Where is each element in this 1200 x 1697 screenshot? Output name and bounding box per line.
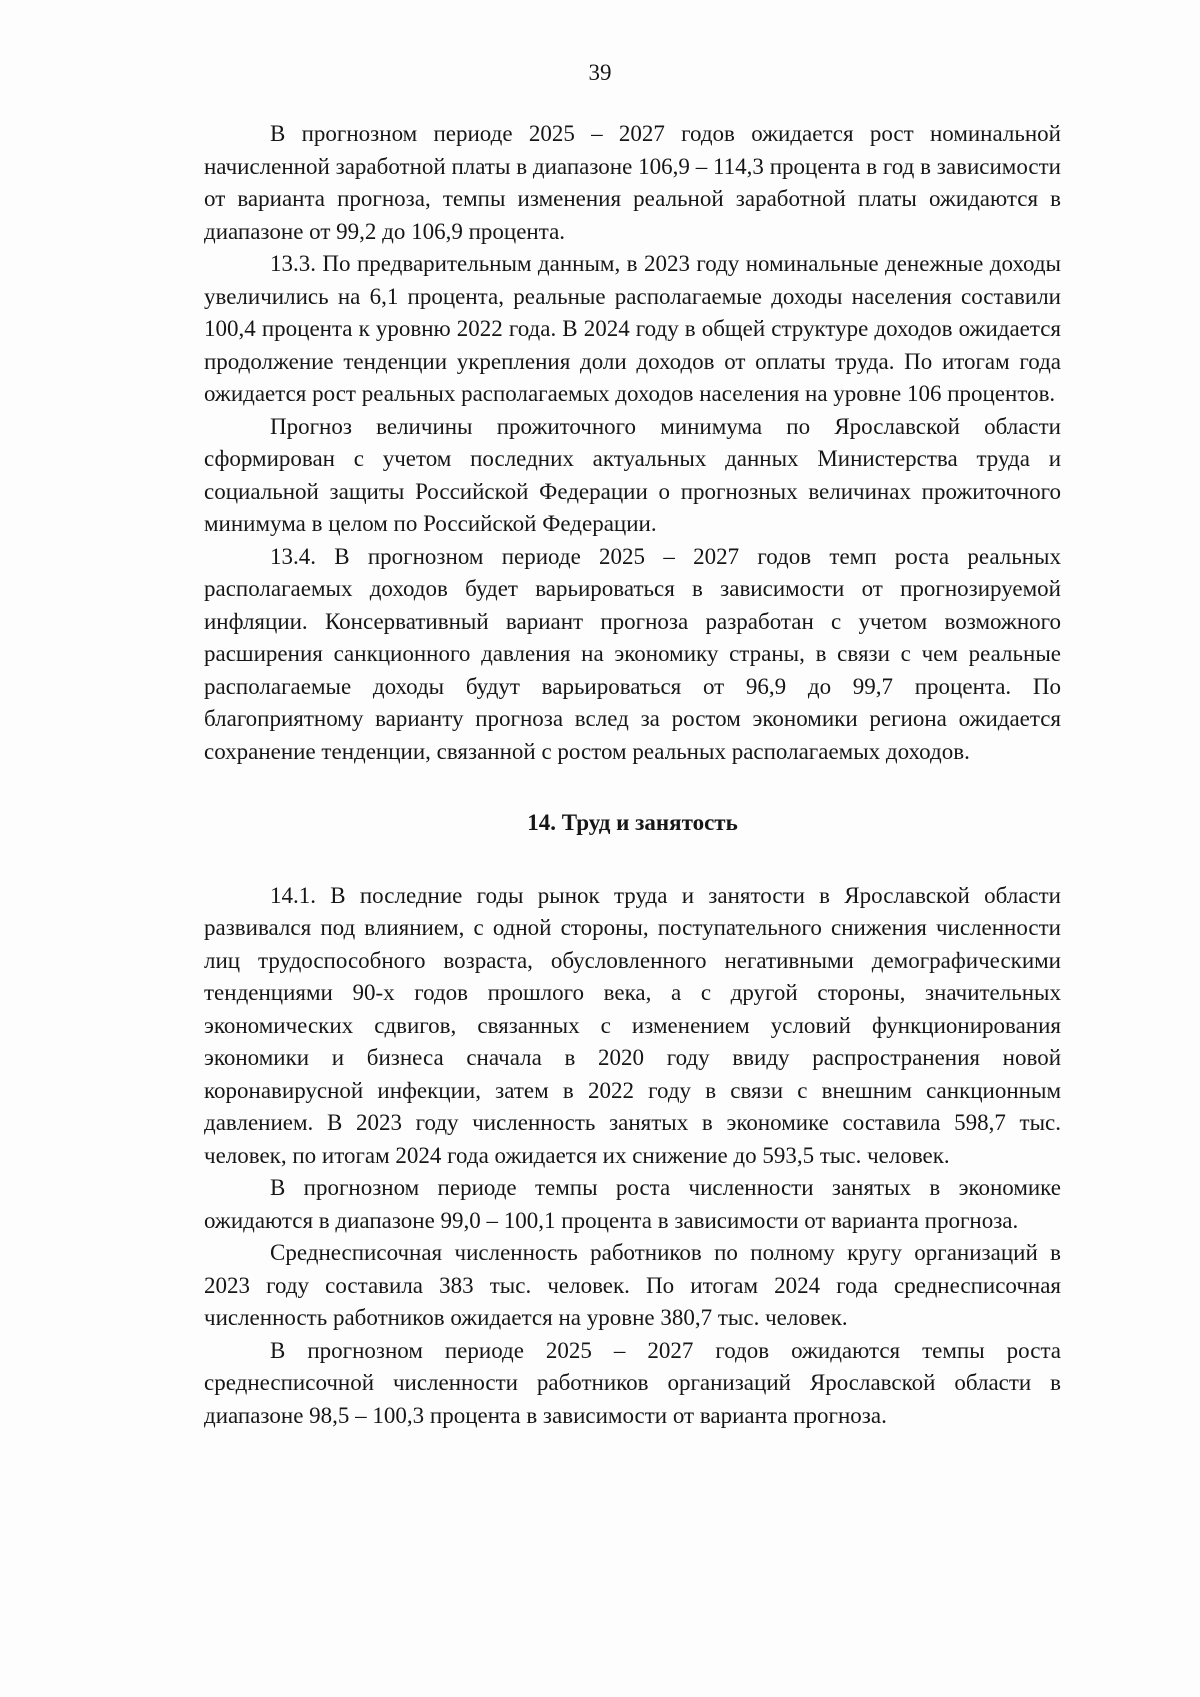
paragraph-wage-forecast: В прогнозном периоде 2025 – 2027 годов ожидается рост номинальной начисленной заработной платы в диапазоне 106,9 – 114,3 процента в год в зависимости от варианта прогноза, темпы изменения реальной заработной платы ожидаются в диапазоне от 99,2 до 106,9 процента.	[204, 121, 1061, 244]
paragraph-14-1-labor-market: 14.1. В последние годы рынок труда и занятости в Ярославской области развивался под влиянием, с одной стороны, поступательного снижения численности лиц трудоспособного возраста, обусловленного негативными демографическими тенденциями 90-х годов прошлого века, а с другой стороны, значительных экономических сдвигов, связанных с изменением условий функционирования экономики и бизнеса сначала в 2020 году ввиду распространения новой коронавирусной инфекции, затем в 2022 году в связи с внешним санкционным давлением. В 2023 году численность занятых в экономике составила 598,7 тыс. человек, по итогам 2024 года ожидается их снижение до 593,5 тыс. человек.	[204, 882, 1061, 1168]
page-number: 39	[588, 60, 612, 85]
paragraph-employment-growth: В прогнозном периоде темпы роста численности занятых в экономике ожидаются в диапазоне 99,0 – 100,1 процента в зависимости от варианта прогноза.	[204, 1175, 1061, 1233]
paragraph-13-3-income: 13.3. По предварительным данным, в 2023 году номинальные денежные доходы увеличились на 6,1 процента, реальные располагаемые доходы населения составили 100,4 процента к уровню 2022 года. В 2024 году в общей структуре доходов ожидается продолжение тенденции укрепления доли доходов от оплаты труда. По итогам года ожидается рост реальных располагаемых доходов населения на уровне 106 процентов.	[204, 251, 1061, 406]
paragraph-average-headcount: Среднесписочная численность работников по полному кругу организаций в 2023 году составила 383 тыс. человек. По итогам 2024 года среднесписочная численность работников ожидается на уровне 380,7 тыс. человек.	[204, 1240, 1061, 1330]
paragraph-headcount-forecast: В прогнозном периоде 2025 – 2027 годов ожидаются темпы роста среднесписочной численности работников организаций Ярославской области в диапазоне 98,5 – 100,3 процента в зависимости от варианта прогноза.	[204, 1337, 1061, 1428]
document-body	[204, 118, 1061, 1432]
paragraph-13-4-disposable-income: 13.4. В прогнозном периоде 2025 – 2027 годов темп роста реальных располагаемых доходов будет варьироваться в зависимости от прогнозируемой инфляции. Консервативный вариант прогноза разработан с учетом возможного расширения санкционного давления на экономику страны, в связи с чем реальные располагаемые доходы будут варьироваться от 96,9 до 99,7 процента. По благоприятному варианту прогноза вслед за ростом экономики региона ожидается сохранение тенденции, связанной с ростом реальных располагаемых доходов.	[204, 543, 1061, 764]
section-heading-labor-employment: 14. Труд и занятость	[527, 810, 738, 835]
paragraph-subsistence-minimum: Прогноз величины прожиточного минимума по Ярославской области сформирован с учетом последних актуальных данных Министерства труда и социальной защиты Российской Федерации о прогнозных величинах прожиточного минимума в целом по Российской Федерации.	[204, 413, 1061, 536]
